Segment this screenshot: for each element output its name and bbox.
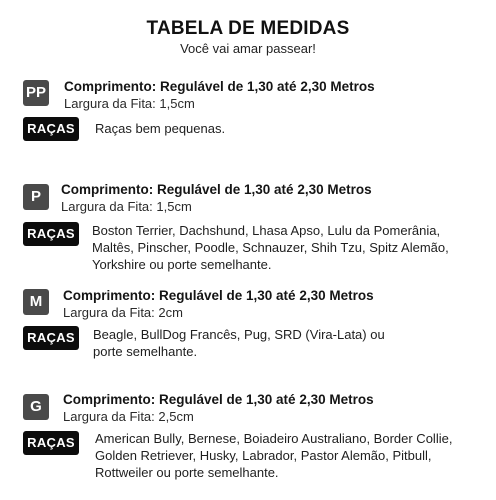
breeds-line: Golden Retriever, Husky, Labrador, Pastor Alemão, Pitbull, (95, 448, 432, 463)
breeds-line: Beagle, BullDog Francês, Pug, SRD (Vira-Lata) ou (93, 327, 385, 342)
size-badge-p: P (23, 184, 49, 210)
breeds-line: porte semelhante. (93, 344, 198, 359)
breeds-line: Yorkshire ou porte semelhante. (92, 257, 272, 272)
breeds-line: American Bully, Bernese, Boiadeiro Australiano, Border Collie, (95, 431, 453, 446)
page-subtitle: Você vai amar passear! (180, 41, 316, 56)
length-text-p: Comprimento: Regulável de 1,30 até 2,30 Metros (61, 182, 372, 197)
racas-badge-p: RAÇAS (23, 222, 79, 246)
breeds-line: Boston Terrier, Dachshund, Lhasa Apso, Lulu da Pomerânia, (92, 223, 441, 238)
racas-badge-pp: RAÇAS (23, 117, 79, 141)
breeds-line: Maltês, Pinscher, Poodle, Schnauzer, Shih Tzu, Spitz Alemão, (92, 240, 449, 255)
width-text-m: Largura da Fita: 2cm (63, 305, 183, 320)
length-text-pp: Comprimento: Regulável de 1,30 até 2,30 Metros (64, 79, 375, 94)
width-text-p: Largura da Fita: 1,5cm (61, 199, 192, 214)
size-badge-m: M (23, 289, 49, 315)
breeds-line: Raças bem pequenas. (95, 121, 226, 136)
racas-badge-m: RAÇAS (23, 326, 79, 350)
size-badge-pp: PP (23, 80, 49, 106)
breeds-text-g (95, 430, 452, 481)
racas-badge-g: RAÇAS (23, 431, 79, 455)
breeds-text-m (93, 326, 385, 360)
breeds-line: Rottweiler ou porte semelhante. (95, 465, 279, 480)
length-text-g: Comprimento: Regulável de 1,30 até 2,30 Metros (63, 392, 374, 407)
breeds-text-p (92, 222, 449, 273)
length-text-m: Comprimento: Regulável de 1,30 até 2,30 Metros (63, 288, 374, 303)
page-title: TABELA DE MEDIDAS (146, 18, 350, 39)
breeds-text-pp (95, 120, 225, 137)
width-text-g: Largura da Fita: 2,5cm (63, 409, 194, 424)
width-text-pp: Largura da Fita: 1,5cm (64, 96, 195, 111)
size-badge-g: G (23, 394, 49, 420)
